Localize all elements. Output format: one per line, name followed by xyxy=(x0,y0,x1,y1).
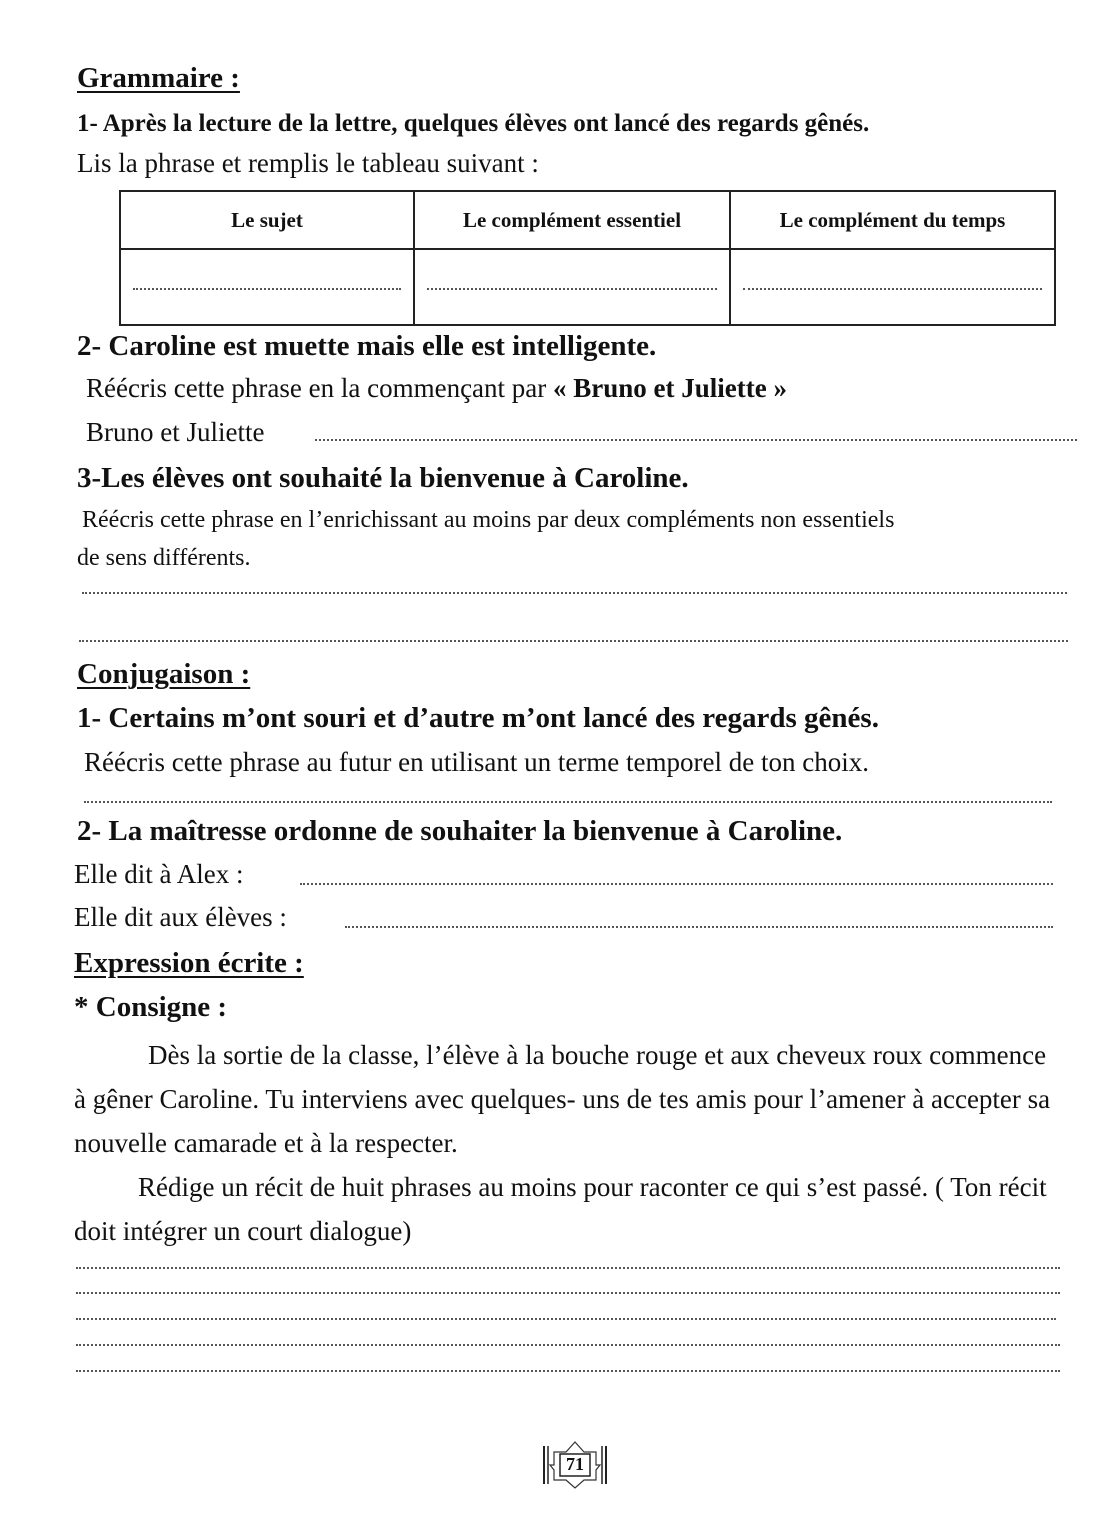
answer-dotted-line xyxy=(133,288,401,290)
table-answer-row xyxy=(120,249,1055,325)
grammaire-question-2-instruction xyxy=(86,373,787,404)
grammaire-question-1-instruction: Lis la phrase et remplis le tableau suivant : xyxy=(77,148,539,178)
conjugaison-question-2-line1-prefix: Elle dit à Alex : xyxy=(74,859,244,889)
grammaire-question-3-instruction-line1: Réécris cette phrase en l’enrichissant au moins par deux compléments non essentiels xyxy=(82,507,895,533)
consigne-label: * Consigne : xyxy=(74,991,228,1023)
grammaire-question-3-instruction-line2: de sens différents. xyxy=(77,545,251,571)
answer-line-futur[interactable] xyxy=(84,801,1052,803)
consigne-paragraph-1: Dès la sortie de la classe, l’élève à la bouche rouge et aux cheveux roux commence à gêner Caroline. Tu interviens avec quelques- uns de tes amis pour l’amener à accepter sa nouvelle camarade et à la respecter. xyxy=(74,1040,1051,1158)
answer-dotted-line xyxy=(743,288,1042,290)
page-number-badge xyxy=(540,1440,610,1490)
answer-cell-complement-essentiel[interactable] xyxy=(414,249,730,325)
answer-line-bruno-juliette[interactable] xyxy=(315,439,1077,441)
section-heading-expression-ecrite: Expression écrite : xyxy=(74,947,304,979)
answer-line-enrichment-2[interactable] xyxy=(79,640,1068,642)
table-header-complement-temps: Le complément du temps xyxy=(730,191,1055,249)
grammaire-question-1-title: 1- Après la lecture de la lettre, quelques élèves ont lancé des regards gênés. xyxy=(77,110,870,137)
conjugaison-question-2-title: 2- La maîtresse ordonne de souhaiter la bienvenue à Caroline. xyxy=(77,815,843,847)
table-header-complement-essentiel: Le complément essentiel xyxy=(414,191,730,249)
section-heading-conjugaison: Conjugaison : xyxy=(77,658,251,690)
table-header-sujet: Le sujet xyxy=(120,191,414,249)
page-number: 71 xyxy=(566,1454,584,1474)
grammaire-question-2-title: 2- Caroline est muette mais elle est intelligente. xyxy=(77,330,657,362)
conjugaison-question-1-title: 1- Certains m’ont souri et d’autre m’ont lancé des regards gênés. xyxy=(77,702,879,734)
instruction-quote: « Bruno et Juliette » xyxy=(553,373,787,403)
section-heading-grammaire: Grammaire : xyxy=(77,62,240,94)
answer-cell-sujet[interactable] xyxy=(120,249,414,325)
instruction-text: Réécris cette phrase en la commençant par xyxy=(86,373,554,403)
answer-line-redaction-4[interactable] xyxy=(76,1344,1060,1346)
answer-line-elle-dit-alex[interactable] xyxy=(300,883,1053,885)
answer-line-redaction-5[interactable] xyxy=(76,1370,1060,1372)
table-header-row xyxy=(120,191,1055,249)
conjugaison-question-2-line2-prefix: Elle dit aux élèves : xyxy=(74,902,287,932)
grammaire-question-3-title: 3-Les élèves ont souhaité la bienvenue à Caroline. xyxy=(77,462,689,494)
answer-line-redaction-3[interactable] xyxy=(76,1318,1056,1320)
answer-line-elle-dit-eleves[interactable] xyxy=(345,926,1053,928)
consigne-paragraph-2: Rédige un récit de huit phrases au moins pour raconter ce qui s’est passé. ( Ton récit doit intégrer un court dialogue) xyxy=(74,1172,1047,1246)
answer-line-enrichment-1[interactable] xyxy=(82,592,1067,594)
grammaire-question-2-answer-prefix: Bruno et Juliette xyxy=(86,417,265,447)
conjugaison-question-1-instruction: Réécris cette phrase au futur en utilisant un terme temporel de ton choix. xyxy=(84,747,869,777)
answer-dotted-line xyxy=(427,288,717,290)
answer-line-redaction-2[interactable] xyxy=(76,1292,1060,1294)
answer-cell-complement-temps[interactable] xyxy=(730,249,1055,325)
answer-line-redaction-1[interactable] xyxy=(76,1267,1060,1269)
grammar-analysis-table xyxy=(119,190,1056,326)
